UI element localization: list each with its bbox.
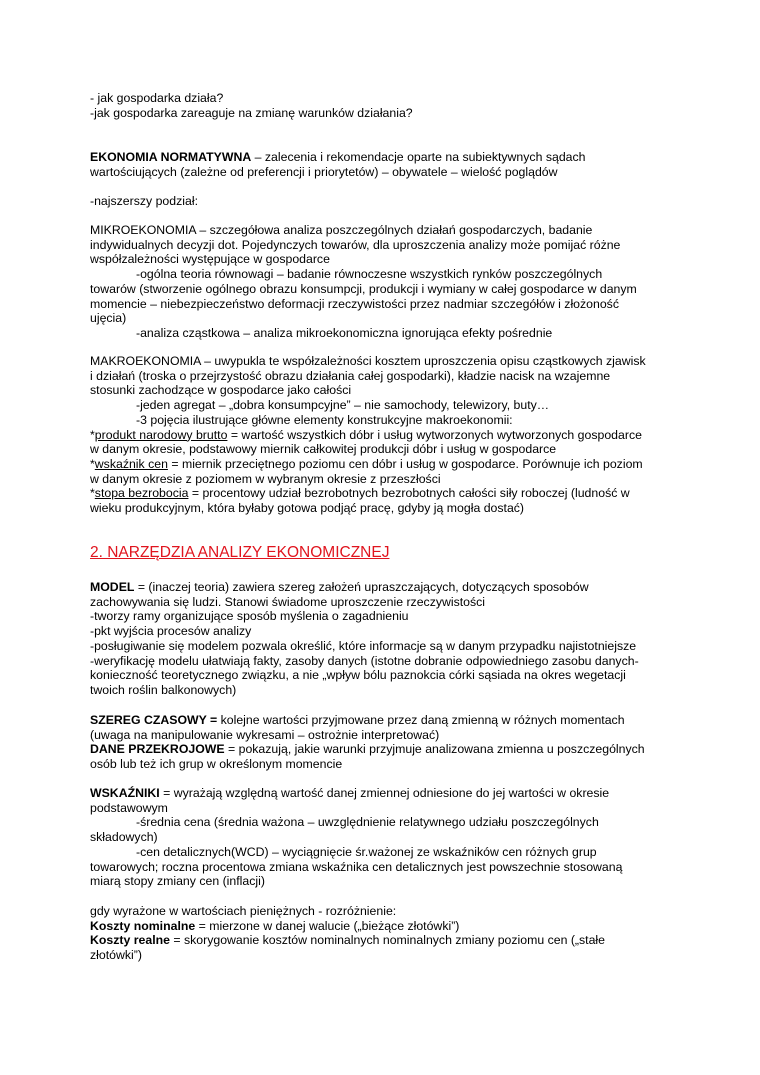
model-paragraph: MODEL = (inaczej teoria) zawiera szereg założeń upraszczających, dotyczących sposobów zachowywania się ludzi. Stanowi świadome uproszczenie rzeczywistości -tworzy ramy organizujące sposób myślenia o zagadnieniu -pkt wyjścia procesów analizy -posługiwanie się modelem pozwala określić, które informacje są w danym przypadku najistotniejsze -weryfikację modelu ułatwiają fakty, zasoby danych (istotne dobranie odpowiedniego zasobu danych- konieczność teoretycznego związku, a nie „wpływ bólu paznokcia córki sąsiada na okres wegetacji twoich roślin balkonowych) [90, 580, 680, 698]
text-line: MIKROEKONOMIA – szczegółowa analiza poszczególnych działań gospodarczych, badanie [90, 223, 593, 237]
text-line: współzależności występujące w gospodarce [90, 252, 330, 267]
text-line: -tworzy ramy organizujące sposób myślenia o zagadnieniu [90, 609, 409, 624]
text-line: konieczność teoretycznego związku, a nie „wpływ bólu paznokcia córki sąsiada na okres wegetacji [90, 668, 626, 683]
term-indices: WSKAŹNIKI [90, 786, 160, 800]
term-cross-section: DANE PRZEKROJOWE [90, 742, 225, 757]
term-gdp: produkt narodowy brutto [94, 427, 228, 442]
division-label: -najszerszy podział: [90, 194, 198, 208]
term-normative-economics: EKONOMIA NORMATYWNA [90, 150, 252, 164]
indices-paragraph: WSKAŹNIKI = wyrażają względną wartość danej zmiennej odniesione do jej wartości w okresie podstawowym -średnia cena (średnia ważona – uwzględnienie relatywnego udziału poszczególnych składowych) -cen detalicznych(WCD) – wyciągnięcie śr.ważonej ze wskaźników cen różnych grup towarowych; roczna procentowa zmiana wskaźnika cen detalicznych jest powszechnie stosowaną miarą stopy zmiany cen (inflacji) [90, 786, 680, 889]
text-line: – zalecenia i rekomendacje oparte na subiektywnych sądach [251, 150, 586, 164]
text-line: towarowych; roczna procentowa zmiana wskaźnika cen detalicznych jest powszechnie stosowaną [90, 859, 623, 874]
text-line: -średnia cena (średnia ważona – uwzględnienie relatywnego udziału poszczególnych [136, 815, 599, 830]
text-line: osób lub też ich grup w określonym momencie [90, 757, 343, 772]
text-line: twoich roślin balkonowych) [90, 682, 237, 697]
text-line: -ogólna teoria równowagi – badanie równoczesne wszystkich rynków poszczególnych [136, 267, 603, 282]
macroeconomics-paragraph: MAKROEKONOMIA – uwypukla te współzależności kosztem uproszczenia opisu cząstkowych zjawisk i działań (troska o przejrzystość obrazu działania całej gospodarki), kładzie nacisk na wzajemne stosunki zachodzące w gospodarce jako całości -jeden agregat – „dobra konsumpcyjne” – nie samochody, telewizory, buty… -3 pojęcia ilustrujące główne elementy konstrukcyjne makroekonomii: *produkt narodowy brutto = wartość wszystkich dóbr i usług wytworzonych wytworzonych gospodarce w danym okresie, podstawowy miernik całkowitej produkcji dóbr i usług w gospodarce *wskaźnik cen = miernik przeciętnego poziomu cen dóbr i usług w gospodarce. Porównuje ich poziom w danym okresie z poziomem w wybranym okresie z przeszłości *stopa bezrobocia = procentowy udział bezrobotnych bezrobotnych całości siły roboczej (ludność w wieku produkcyjnym, która byłaby gotowa podjąć pracę, gdyby ją mogła dostać) [90, 354, 680, 516]
text-line: zachowywania się ludzi. Stanowi świadome uproszczenie rzeczywistości [90, 594, 486, 609]
text-line: towarów (stworzenie ogólnego obrazu konsumpcji, produkcji i wymiany w całej gospodarce w danym [90, 281, 637, 296]
costs-paragraph: gdy wyrażone w wartościach pieniężnych - rozróżnienie: Koszty nominalne = mierzone w danej walucie („bieżące złotówki”) Koszty realne = skorygowanie kosztów nominalnych nominalnych zmiany poziomu cen („stałe złotówki”) [90, 904, 680, 963]
text-line: w danym okresie, podstawowy miernik całkowitej produkcji dóbr i usług w gospodarce [90, 442, 557, 457]
text-line: indywidualnych decyzji dot. Pojedynczych towarów, dla uproszczenia analizy może pomijać różne [90, 237, 621, 252]
text-line: momencie – niebezpieczeństwo deformacji rzeczywistości przez nadmiar szczegółów i złożoność [90, 296, 619, 311]
term-real-costs: Koszty realne [90, 933, 170, 948]
term-model: MODEL [90, 580, 135, 594]
text-line: gdy wyrażone w wartościach pieniężnych - rozróżnienie: [90, 904, 397, 918]
text-line: MAKROEKONOMIA – uwypukla te współzależności kosztem uproszczenia opisu cząstkowych zjawisk [90, 354, 646, 368]
text-line: podstawowym [90, 800, 168, 815]
text-line: -cen detalicznych(WCD) – wyciągnięcie śr.ważonej ze wskaźników cen różnych grup [136, 844, 597, 859]
text-line: ujęcia) [90, 311, 127, 326]
section-heading: 2. NARZĘDZIA ANALIZY EKONOMICZNEJ [90, 544, 390, 561]
term-price-index: wskaźnik cen [94, 456, 168, 471]
term-time-series: SZEREG CZASOWY = [90, 713, 218, 727]
text-line: miarą stopy zmiany cen (inflacji) [90, 874, 265, 889]
text-line: złotówki”) [90, 948, 142, 963]
microeconomics-paragraph [90, 223, 680, 341]
term-nominal-costs: Koszty nominalne [90, 918, 196, 933]
text-line: -pkt wyjścia procesów analizy [90, 624, 252, 639]
text-line: -3 pojęcia ilustrujące główne elementy konstrukcyjne makroekonomii: [136, 412, 513, 427]
text-line: (uwaga na manipulowanie wykresami – ostrożnie interpretować) [90, 727, 440, 742]
time-series-paragraph: SZEREG CZASOWY = kolejne wartości przyjmowane przez daną zmienną w różnych momentach (uwaga na manipulowanie wykresami – ostrożnie interpretować) DANE PRZEKROJOWE = pokazują, jakie warunki przyjmuje analizowana zmienna u poszczególnych osób lub też ich grup w określonym momencie [90, 713, 680, 772]
text-line: - jak gospodarka działa? [90, 91, 224, 105]
text-line: -posługiwanie się modelem pozwala określić, które informacje są w danym przypadku najistotniejsze [90, 638, 637, 653]
text-line: -jak gospodarka zareaguje na zmianę warunków działania? [90, 105, 413, 120]
text-line: stosunki zachodzące w gospodarce jako całości [90, 383, 352, 398]
text-line: -weryfikację modelu ułatwiają fakty, zasoby danych (istotne dobranie odpowiedniego zasobu danych- [90, 653, 639, 668]
term-unemployment-rate: stopa bezrobocia [94, 486, 189, 501]
text-line: składowych) [90, 830, 158, 845]
text-line: -analiza cząstkowa – analiza mikroekonomiczna ignorująca efekty pośrednie [136, 325, 553, 340]
text-line: wieku produkcyjnym, która byłaby gotowa podjąć pracę, gdyby ją mogła dostać) [90, 501, 525, 516]
text-line: wartościujących (zależne od preferencji i priorytetów) – obywatele – wielość poglądów [90, 164, 558, 179]
text-line: -jeden agregat – „dobra konsumpcyjne” – nie samochody, telewizory, buty… [136, 398, 550, 413]
normative-economics-paragraph [90, 150, 680, 179]
intro-questions [90, 91, 680, 120]
text-line: w danym okresie z poziomem w wybranym okresie z przeszłości [90, 471, 441, 486]
text-line: i działań (troska o przejrzystość obrazu działania całej gospodarki), kładzie nacisk na wzajemne [90, 368, 611, 383]
